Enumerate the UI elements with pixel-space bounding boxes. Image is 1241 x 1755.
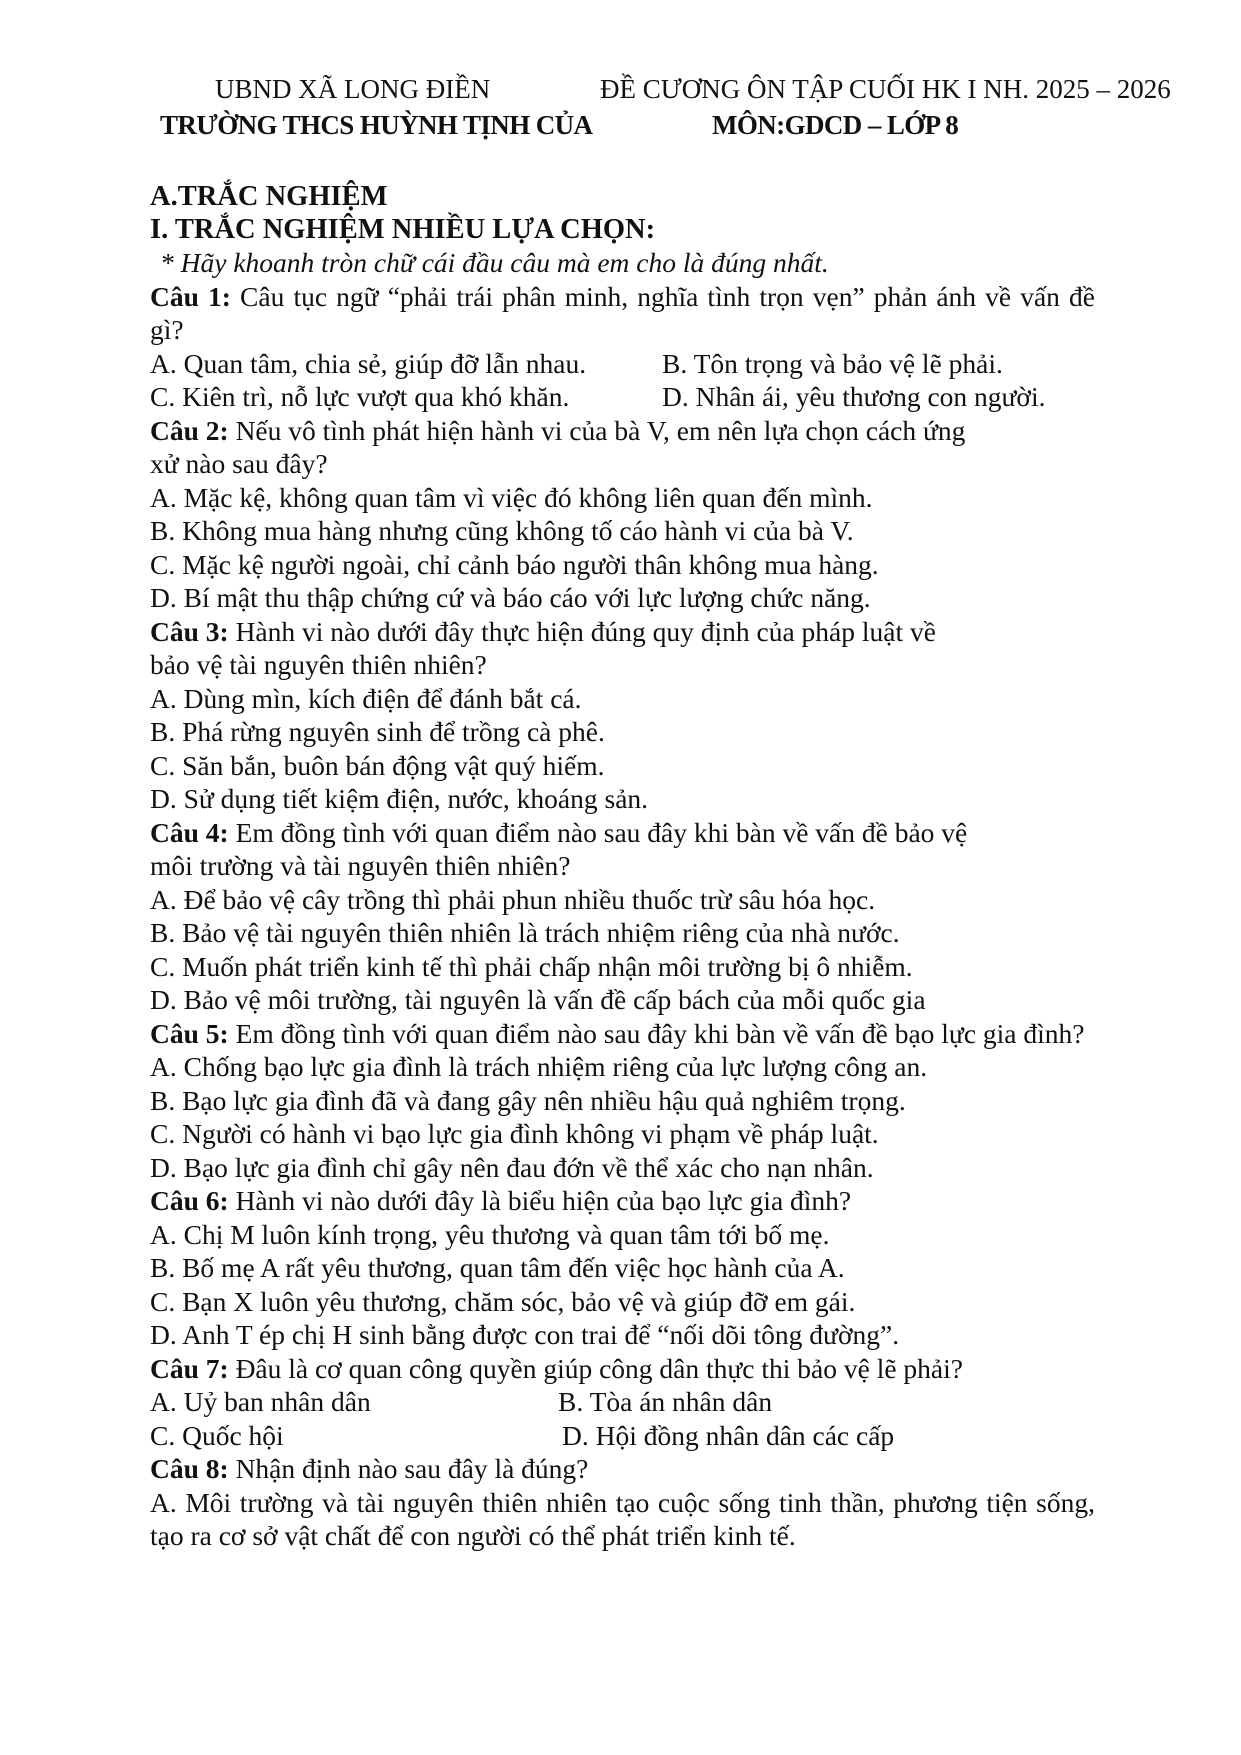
question-number: Câu 4: — [150, 816, 229, 848]
question-text-continued: xử nào sau đây? — [150, 448, 328, 479]
option-d[interactable]: D. Hội đồng nhân dân các cấp — [562, 1419, 895, 1451]
option-row — [150, 1419, 1095, 1453]
option-c[interactable]: C. Kiên trì, nỗ lực vượt qua khó khăn. — [150, 381, 570, 412]
question-text: Em đồng tình với quan điểm nào sau đây khi bàn về vấn đề bảo vệ — [228, 816, 968, 848]
question-stem — [150, 1352, 1095, 1386]
question-text: Câu tục ngữ “phải trái phân minh, nghĩa tình trọn vẹn” phản ánh về vấn đề gì? — [150, 280, 1095, 345]
question-3 — [150, 615, 1095, 816]
option-a[interactable]: A. Môi trường và tài nguyên thiên nhiên tạo cuộc sống tinh thần, phương tiện sống, tạo ra cơ sở vật chất để con người có thể phát triển kinh tế. — [150, 1486, 1095, 1551]
option-a[interactable]: A. Để bảo vệ cây trồng thì phải phun nhiều thuốc trừ sâu hóa học. — [150, 883, 876, 915]
option-c[interactable]: C. Mặc kệ người ngoài, chỉ cảnh báo người thân không mua hàng. — [150, 548, 879, 580]
option-b[interactable]: B. Bố mẹ A rất yêu thương, quan tâm đến việc học hành của A. — [150, 1252, 845, 1283]
question-8 — [150, 1452, 1095, 1553]
option-a[interactable]: A. Mặc kệ, không quan tâm vì việc đó không liên quan đến mình. — [150, 481, 873, 513]
school-name: TRƯỜNG THCS HUỲNH TỊNH CỦA — [160, 110, 593, 140]
question-number: Câu 8: — [150, 1453, 229, 1484]
document-title: ĐỀ CƯƠNG ÔN TẬP CUỐI HK I NH. 2025 – 2026 — [600, 74, 1171, 104]
question-number: Câu 2: — [150, 414, 229, 446]
option-d[interactable]: D. Anh T ép chị H sinh bằng được con trai để “nối dõi tông đường”. — [150, 1319, 900, 1350]
question-text: Em đồng tình với quan điểm nào sau đây khi bàn về vấn đề bạo lực gia đình? — [228, 1017, 1085, 1049]
option-d[interactable]: D. Sử dụng tiết kiệm điện, nước, khoáng sản. — [150, 783, 649, 814]
option-b[interactable]: B. Tòa án nhân dân — [558, 1386, 773, 1417]
option-d[interactable]: D. Nhân ái, yêu thương con người. — [662, 381, 1046, 412]
option-b[interactable]: B. Bạo lực gia đình đã và đang gây nên nhiều hậu quả nghiêm trọng. — [150, 1084, 906, 1116]
option-c[interactable]: C. Săn bắn, buôn bán động vật quý hiếm. — [150, 749, 605, 781]
question-stem — [150, 414, 1095, 448]
option-b[interactable]: B. Không mua hàng nhưng cũng không tố cáo hành vi của bà V. — [150, 515, 854, 546]
option-c[interactable]: C. Bạn X luôn yêu thương, chăm sóc, bảo vệ và giúp đỡ em gái. — [150, 1285, 856, 1317]
document-header — [0, 0, 1241, 150]
question-text-continued: môi trường và tài nguyên thiên nhiên? — [150, 850, 571, 881]
question-6 — [150, 1184, 1095, 1352]
option-a[interactable]: A. Chị M luôn kính trọng, yêu thương và quan tâm tới bố mẹ. — [150, 1218, 830, 1250]
commune-name: UBND XÃ LONG ĐIỀN — [215, 74, 491, 104]
question-number: Câu 7: — [150, 1352, 229, 1384]
question-7 — [150, 1352, 1095, 1453]
option-d[interactable]: D. Bí mật thu thập chứng cứ và báo cáo với lực lượng chức năng. — [150, 582, 871, 613]
option-row — [150, 1385, 1095, 1419]
option-c[interactable]: C. Muốn phát triển kinh tế thì phải chấp nhận môi trường bị ô nhiễm. — [150, 950, 913, 982]
option-b[interactable]: B. Phá rừng nguyên sinh để trồng cà phê. — [150, 716, 605, 747]
option-a[interactable]: A. Uỷ ban nhân dân — [150, 1386, 371, 1417]
question-text: Nếu vô tình phát hiện hành vi của bà V, em nên lựa chọn cách ứng — [228, 414, 966, 446]
option-c[interactable]: C. Người có hành vi bạo lực gia đình không vi phạm về pháp luật. — [150, 1118, 879, 1149]
question-5 — [150, 1017, 1095, 1185]
option-d[interactable]: D. Bảo vệ môi trường, tài nguyên là vấn đề cấp bách của mỗi quốc gia — [150, 984, 926, 1015]
question-number: Câu 3: — [150, 615, 229, 647]
question-number: Câu 6: — [150, 1185, 229, 1216]
question-stem — [150, 280, 1095, 347]
question-number: Câu 1: — [150, 280, 231, 312]
question-stem — [150, 1452, 1095, 1486]
option-row — [150, 380, 1095, 414]
exam-content — [150, 180, 1095, 1553]
question-1 — [150, 280, 1095, 414]
question-text: Hành vi nào dưới đây thực hiện đúng quy định của pháp luật về — [228, 615, 936, 647]
option-a[interactable]: A. Dùng mìn, kích điện để đánh bắt cá. — [150, 682, 582, 714]
question-text-continued: bảo vệ tài nguyên thiên nhiên? — [150, 649, 487, 680]
question-stem — [150, 615, 1095, 649]
option-b[interactable]: B. Bảo vệ tài nguyên thiên nhiên là trách nhiệm riêng của nhà nước. — [150, 917, 900, 948]
section-a-title: A.TRẮC NGHIỆM — [150, 181, 388, 212]
question-text: Hành vi nào dưới đây là biểu hiện của bạo lực gia đình? — [228, 1185, 852, 1216]
option-c[interactable]: C. Quốc hội — [150, 1419, 284, 1451]
question-2 — [150, 414, 1095, 615]
question-stem — [150, 816, 1095, 850]
instruction-text: * Hãy khoanh tròn chữ cái đầu câu mà em cho là đúng nhất. — [160, 247, 829, 278]
question-4 — [150, 816, 1095, 1017]
option-d[interactable]: D. Bạo lực gia đình chỉ gây nên đau đớn về thể xác cho nạn nhân. — [150, 1151, 874, 1183]
question-text: Đâu là cơ quan công quyền giúp công dân thực thi bảo vệ lẽ phải? — [228, 1352, 963, 1384]
option-a[interactable]: A. Quan tâm, chia sẻ, giúp đỡ lẫn nhau. — [150, 347, 587, 379]
section-i-title: I. TRẮC NGHIỆM NHIỀU LỰA CHỌN: — [150, 214, 656, 245]
option-a[interactable]: A. Chống bạo lực gia đình là trách nhiệm riêng của lực lượng công an. — [150, 1051, 928, 1082]
subject-grade: MÔN:GDCD – LỚP 8 — [712, 110, 959, 140]
option-row — [150, 347, 1095, 381]
question-number: Câu 5: — [150, 1017, 229, 1049]
question-text: Nhận định nào sau đây là đúng? — [228, 1453, 589, 1484]
question-stem — [150, 1184, 1095, 1218]
option-b[interactable]: B. Tôn trọng và bảo vệ lẽ phải. — [662, 347, 1003, 379]
question-stem — [150, 1017, 1095, 1051]
